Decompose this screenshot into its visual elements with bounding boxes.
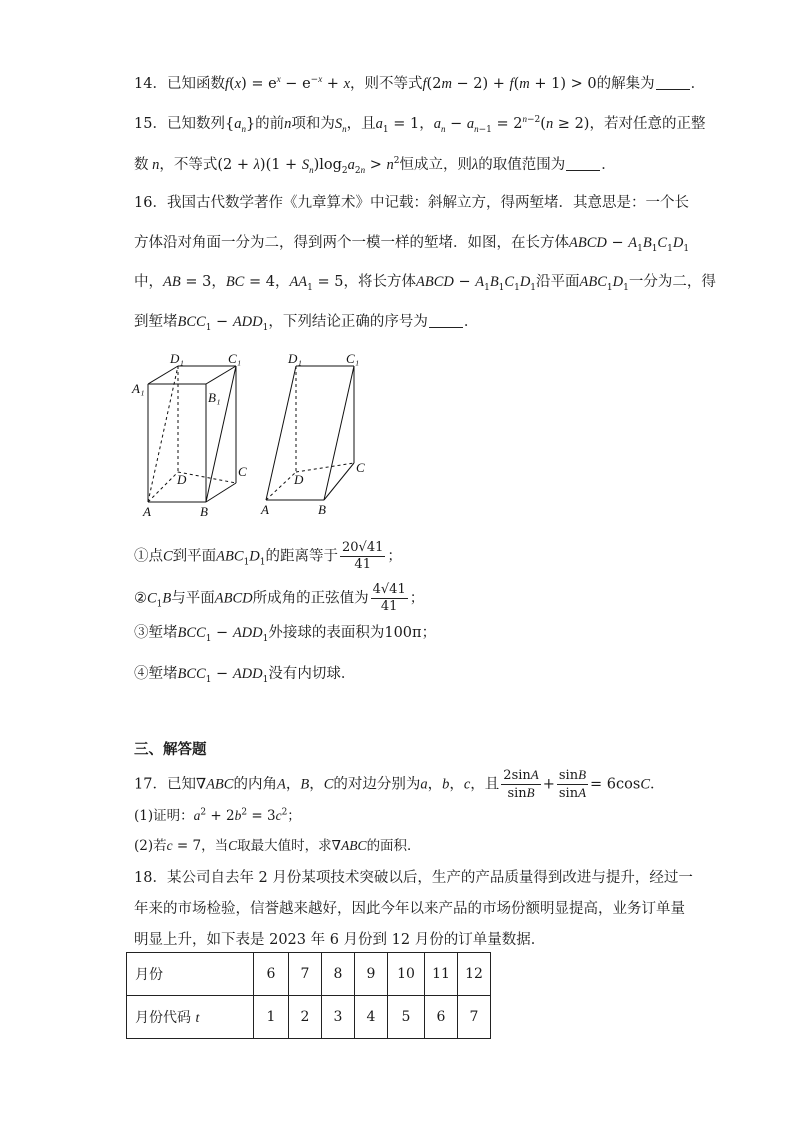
q16-line1: 16．我国古代数学著作《九章算术》中记载：斜解立方，得两堑堵．其意思是：一个长 xyxy=(134,195,689,211)
q17-sub2: (2)若c = 7，当C取最大值时，求∇ABC的面积． xyxy=(134,838,421,854)
svg-text:D: D xyxy=(177,472,187,487)
q15-line2: 数 n，不等式$(2 + \lambda)(1 + S_n)\log_2a_{2n} > n^2$恒成立，则λ的取值范围为 ． xyxy=(134,156,616,176)
answer-blank[interactable] xyxy=(566,156,600,171)
q16-line4: 到堑堵$BCC_1 - ADD_1$，下列结论正确的序号为 ． xyxy=(134,314,479,333)
svg-text:D: D xyxy=(294,472,304,487)
q16-option-3: ③堑堵$BCC_1 - ADD_1$外接球的表面积为100π； xyxy=(134,625,437,644)
cuboid-figure xyxy=(148,366,236,502)
table-row: 月份 6 7 8 9 10 11 12 xyxy=(127,953,491,996)
svg-text:B: B xyxy=(318,502,326,517)
prism-figure xyxy=(130,350,380,520)
q15-line1: 15．已知数列$\{a_n\}$的前n项和为$S_n$，且$a_1 = 1$，$a_n - a_{n-1} = 2^{n-2}(n \ge 2)$，若对任意的正整 xyxy=(134,114,706,135)
section-title: 三、解答题 xyxy=(134,742,207,758)
q16-option-4: ④堑堵$BCC_1 - ADD_1$没有内切球． xyxy=(134,666,356,685)
svg-text:D₁: D₁ xyxy=(288,351,302,366)
svg-text:C₁: C₁ xyxy=(228,351,242,366)
answer-blank[interactable] xyxy=(429,313,463,328)
q14-line: 14．已知函数$f(x) = e^x - e^{-x} + x$，则不等式f(2m − 2) + f(m + 1) > 0的解集为 ． xyxy=(134,74,706,92)
svg-text:A₁: A₁ xyxy=(132,381,145,396)
svg-text:C₁: C₁ xyxy=(346,351,360,366)
svg-text:D₁: D₁ xyxy=(170,351,184,366)
order-table xyxy=(126,952,491,1039)
svg-text:B: B xyxy=(200,504,208,519)
fraction: $\frac{20√41}{41}$ xyxy=(342,540,384,572)
svg-text:B₁: B₁ xyxy=(208,390,221,405)
q16-line3: 中，AB = 3，BC = 4，$AA_1 = 5$，将长方体ABCD − $A_1B_1C_1D_1$沿平面$ABC_1D_1$一分为二，得 xyxy=(134,274,716,293)
svg-text:C: C xyxy=(238,464,247,479)
table-row: 月份代码 t 1 2 3 4 5 6 7 xyxy=(127,996,491,1039)
q16-option-2: $②C_1B$与平面ABCD所成角的正弦值为 $\frac{4√41}{41}$ ； xyxy=(134,582,425,614)
answer-blank[interactable] xyxy=(656,75,690,90)
q17-sub1: (1)证明：$a^2 + 2b^2 = 3c^2$； xyxy=(134,807,301,824)
q16-option-1: ①点C到平面$ABC_1D_1$的距离等于 $\frac{20√41}{41}$ ； xyxy=(134,540,402,572)
q18-line2: 年来的市场检验，信誉越来越好，因此今年以来产品的市场份额明显提高，业务订单量 xyxy=(134,901,685,917)
q16-line2: 方体沿对角面一分为二，得到两个一模一样的堑堵．如图，在长方体ABCD − $A_1B_1C_1D_1$ xyxy=(134,235,690,254)
q17-line1: 17．已知∇ABC的内角A，B，C的对边分别为a，b，c，且 $\frac{2\sin A}{\sin B}$ + $\frac{\sin B}{\sin A}$ = 6cosC． xyxy=(134,767,665,801)
wedge-figure xyxy=(266,366,354,500)
svg-text:C: C xyxy=(356,460,365,475)
fraction: $\frac{4√41}{41}$ xyxy=(372,582,406,614)
q18-line1: 18．某公司自去年 2 月份某项技术突破以后，生产的产品质量得到改进与提升，经过一 xyxy=(134,870,693,886)
svg-text:A: A xyxy=(261,502,269,517)
svg-text:A: A xyxy=(143,504,151,519)
q18-line3: 明显上升，如下表是 2023 年 6 月份到 12 月份的订单量数据． xyxy=(134,932,546,948)
